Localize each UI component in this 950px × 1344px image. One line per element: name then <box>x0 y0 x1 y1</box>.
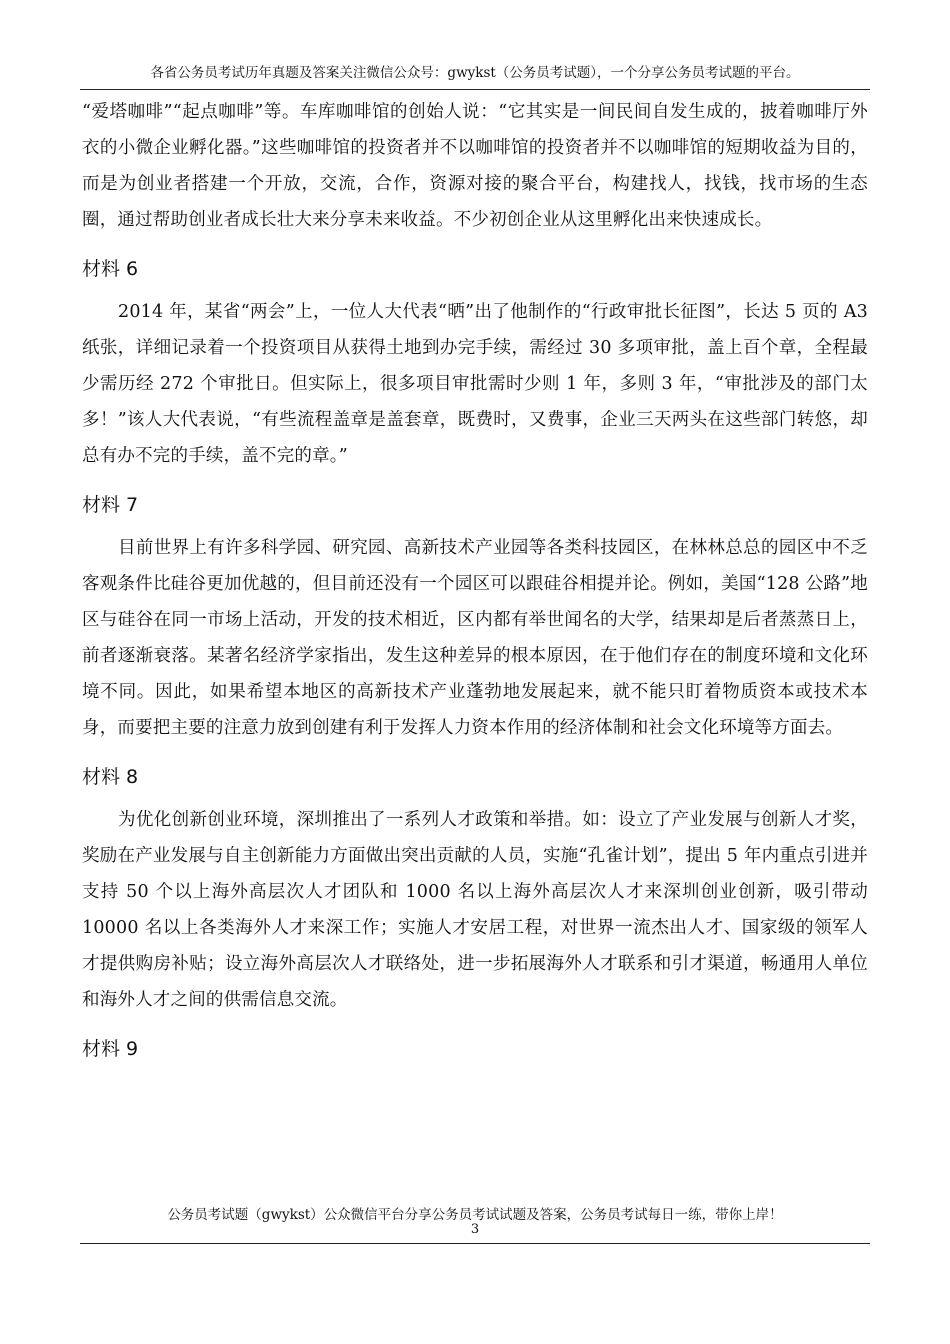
footer-divider <box>80 1243 870 1244</box>
section-paragraph-material-7: 目前世界上有许多科学园、研究园、高新技术产业园等各类科技园区，在林林总总的园区中不乏客观条件比硅谷更加优越的，但目前还没有一个园区可以跟硅谷相提并论。例如，美国“128 公路”地区与硅谷在同一市场上活动，开发的技术相近，区内都有举世闻名的大学，结果却是后者蒸蒸日上，前者逐渐衰落。某著名经济学家指出，发生这种差异的根本原因，在于他们存在的制度环境和文化环境不同。因此，如果希望本地区的高新技术产业蓬勃地发展起来，就不能只盯着物质资本或技术本身，而要把主要的注意力放到创建有利于发挥人力资本作用的经济体制和社会文化环境等方面去。 <box>82 538 868 738</box>
header-divider <box>80 89 870 90</box>
section-heading-material-6: 材料 6 <box>82 258 139 280</box>
section-heading-material-7: 材料 7 <box>82 494 139 516</box>
section-heading-material-9: 材料 9 <box>82 1038 139 1060</box>
section-paragraph-material-8: 为优化创新创业环境，深圳推出了一系列人才政策和举措。如：设立了产业发展与创新人才奖，奖励在产业发展与自主创新能力方面做出突出贡献的人员，实施“孔雀计划”，提出 5 年内重点引进并支持 50 个以上海外高层次人才团队和 1000 名以上海外高层次人才来深圳创业创新，吸引带动 10000 名以上各类海外人才来深工作；实施人才安居工程，对世界一流杰出人才、国家级的领军人才提供购房补贴；设立海外高层次人才联络处，进一步拓展海外人才联系和引才渠道，畅通用人单位和海外人才之间的供需信息交流。 <box>82 810 868 1010</box>
section-paragraph-material-6: 2014 年，某省“两会”上，一位人大代表“晒”出了他制作的“行政审批长征图”，长达 5 页的 A3 纸张，详细记录着一个投资项目从获得土地到办完手续，需经过 30 多项审批，盖上百个章，全程最少需历经 272 个审批日。但实际上，很多项目审批需时少则 1 年，多则 3 年，“审批涉及的部门太多！”该人大代表说，“有些流程盖章是盖套章，既费时，又费事，企业三天两头在这些部门转悠，却总有办不完的手续，盖不完的章。” <box>82 302 868 466</box>
page-footer: 公务员考试题（gwykst）公众微信平台分享公务员考试试题及答案，公务员考试每日一练，带你上岸！ <box>167 1207 783 1223</box>
section-heading-material-8: 材料 8 <box>82 766 139 788</box>
intro-paragraph: “爱塔咖啡”“起点咖啡”等。车库咖啡馆的创始人说：“它其实是一间民间自发生成的，披着咖啡厅外衣的小微企业孵化器。”这些咖啡馆的投资者并不以咖啡馆的投资者并不以咖啡馆的短期收益为目的，而是为创业者搭建一个开放，交流，合作，资源对接的聚合平台，构建找人，找钱，找市场的生态圈，通过帮助创业者成长壮大来分享未来收益。不少初创企业从这里孵化出来快速成长。 <box>82 102 868 230</box>
page-number: 3 <box>470 1222 480 1237</box>
page-header: 各省公务员考试历年真题及答案关注微信公众号：gwykst（公务员考试题），一个分享公务员考试题的平台。 <box>150 65 800 81</box>
document-body <box>82 94 868 1074</box>
